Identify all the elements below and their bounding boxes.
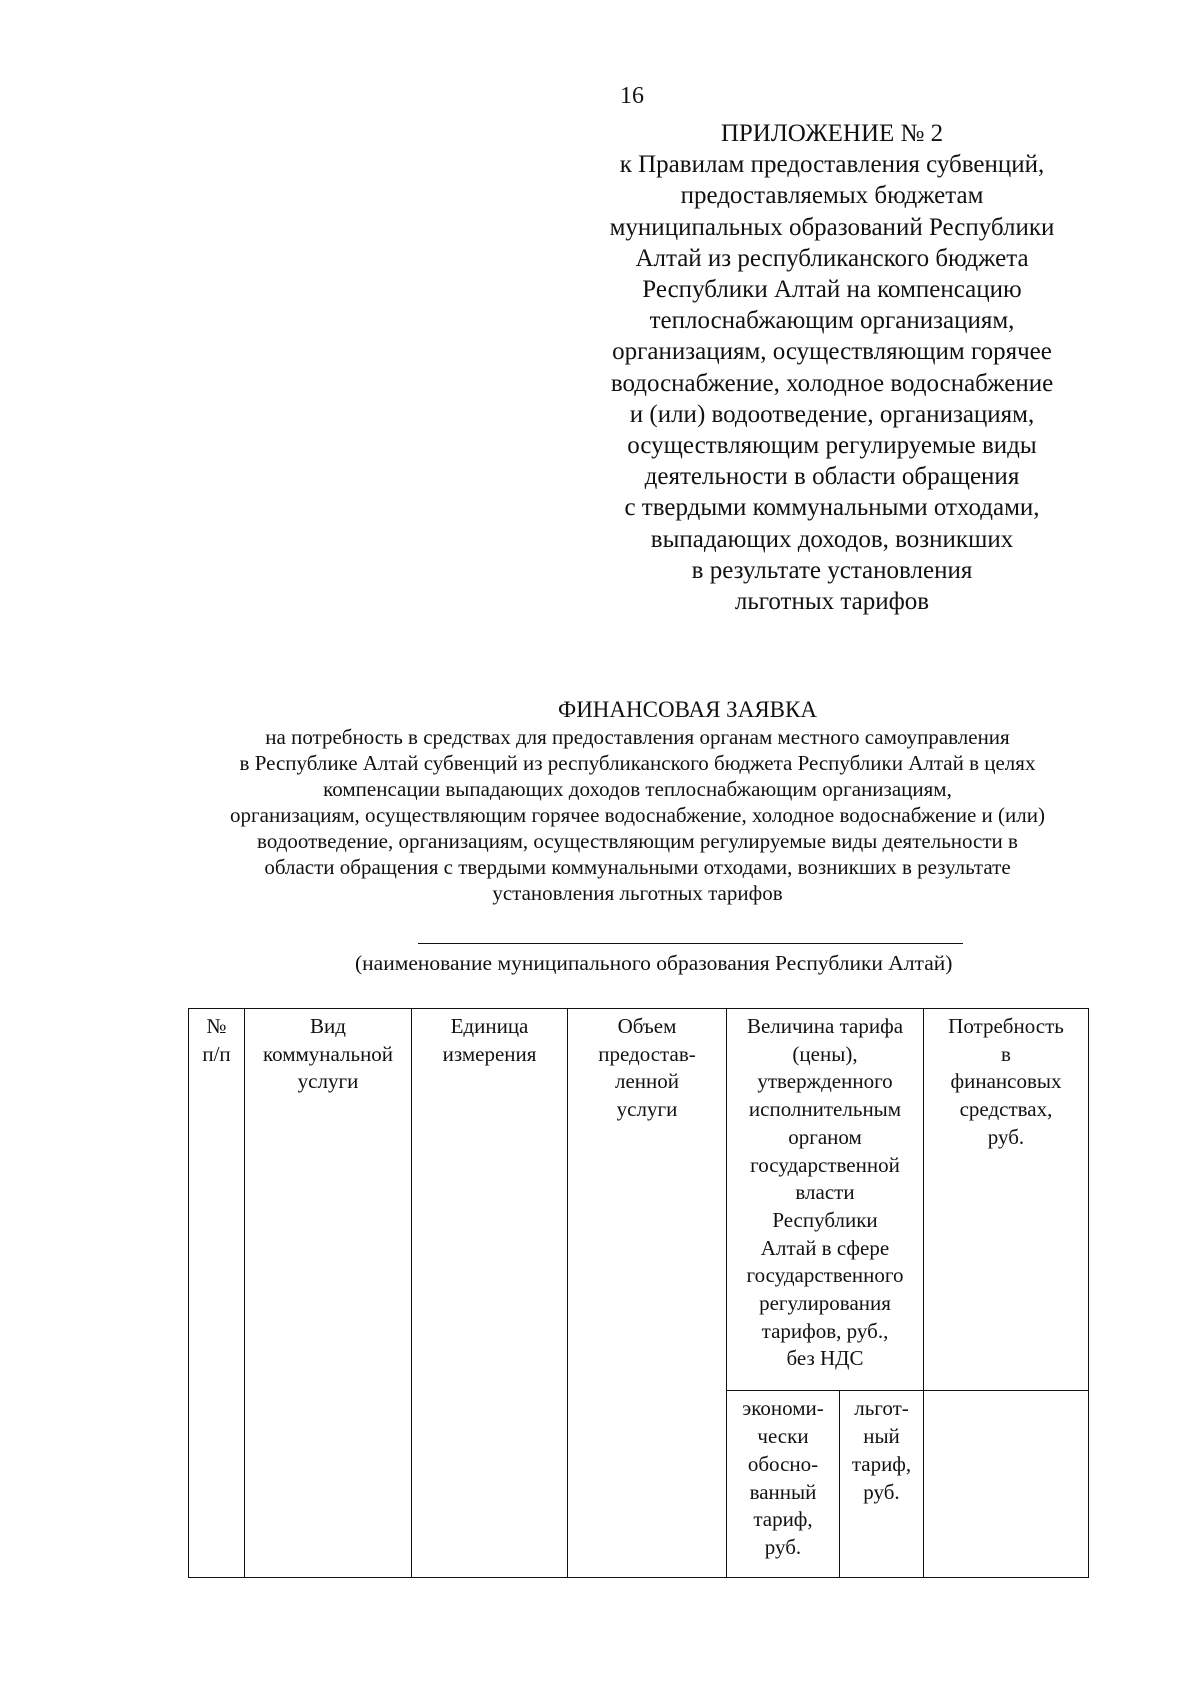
appendix-line: льготных тарифов [734, 588, 930, 616]
description-line: водоотведение, организациям, осуществляющим регулируемые виды деятельности в [257, 829, 1018, 853]
appendix-line: предоставляемых бюджетам [680, 182, 984, 210]
header-need: Потребность в финансовых средствах, руб. [924, 1009, 1089, 1391]
subheader-need-empty [924, 1391, 1089, 1578]
header-number: № п/п [189, 1009, 245, 1578]
description-line: компенсации выпадающих доходов теплоснабжающим организациям, [323, 777, 952, 801]
document-description [180, 724, 1095, 906]
appendix-line: деятельности в области обращения [644, 463, 1020, 491]
appendix-line: выпадающих доходов, возникших [650, 525, 1014, 553]
appendix-line: Алтай из республиканского бюджета [635, 244, 1029, 272]
municipality-caption: (наименование муниципального образования Республики Алтай) [355, 951, 953, 975]
table-header-row [189, 1009, 1089, 1391]
description-line: области обращения с твердыми коммунальными отходами, возникших в результате [264, 855, 1011, 879]
request-table [188, 1008, 1089, 1578]
municipality-blank-line [418, 943, 963, 944]
header-service-type: Вид коммунальной услуги [245, 1009, 412, 1578]
appendix-line: организациям, осуществляющим горячее [612, 338, 1052, 366]
appendix-line: и (или) водоотведение, организациям, [629, 400, 1035, 428]
description-line: в Республике Алтай субвенций из республиканского бюджета Республики Алтай в целях [239, 751, 1036, 775]
document-title: ФИНАНСОВАЯ ЗАЯВКА [558, 697, 817, 722]
appendix-title: ПРИЛОЖЕНИЕ № 2 [720, 120, 944, 147]
description-line: организациям, осуществляющим горячее водоснабжение, холодное водоснабжение и (или) [230, 803, 1045, 827]
appendix-line: водоснабжение, холодное водоснабжение [610, 369, 1054, 397]
appendix-line: к Правилам предоставления субвенций, [619, 151, 1045, 179]
header-unit: Единица измерения [412, 1009, 568, 1578]
subheader-preferential-tariff: льгот- ный тариф, руб. [840, 1391, 924, 1578]
appendix-header [582, 118, 1082, 617]
appendix-line: муниципальных образований Республики [609, 213, 1055, 241]
appendix-line: осуществляющим регулируемые виды [627, 432, 1037, 460]
subheader-economic-tariff: экономи- чески обосно- ванный тариф, руб. [727, 1391, 840, 1578]
appendix-line: с твердыми коммунальными отходами, [624, 494, 1040, 522]
description-line: на потребность в средствах для предоставления органам местного самоуправления [265, 725, 1010, 749]
appendix-line: в результате установления [691, 556, 973, 584]
header-volume: Объем предостав- ленной услуги [568, 1009, 727, 1578]
appendix-line: Республики Алтай на компенсацию [642, 276, 1022, 304]
header-tariff: Величина тарифа (цены), утвержденного исполнительным органом государственной власти Республики Алтай в сфере государственного регулирования тарифов, руб., без НДС [727, 1009, 924, 1391]
appendix-line: теплоснабжающим организациям, [649, 307, 1015, 335]
description-line: установления льготных тарифов [492, 881, 783, 905]
page-number: 16 [620, 83, 644, 109]
